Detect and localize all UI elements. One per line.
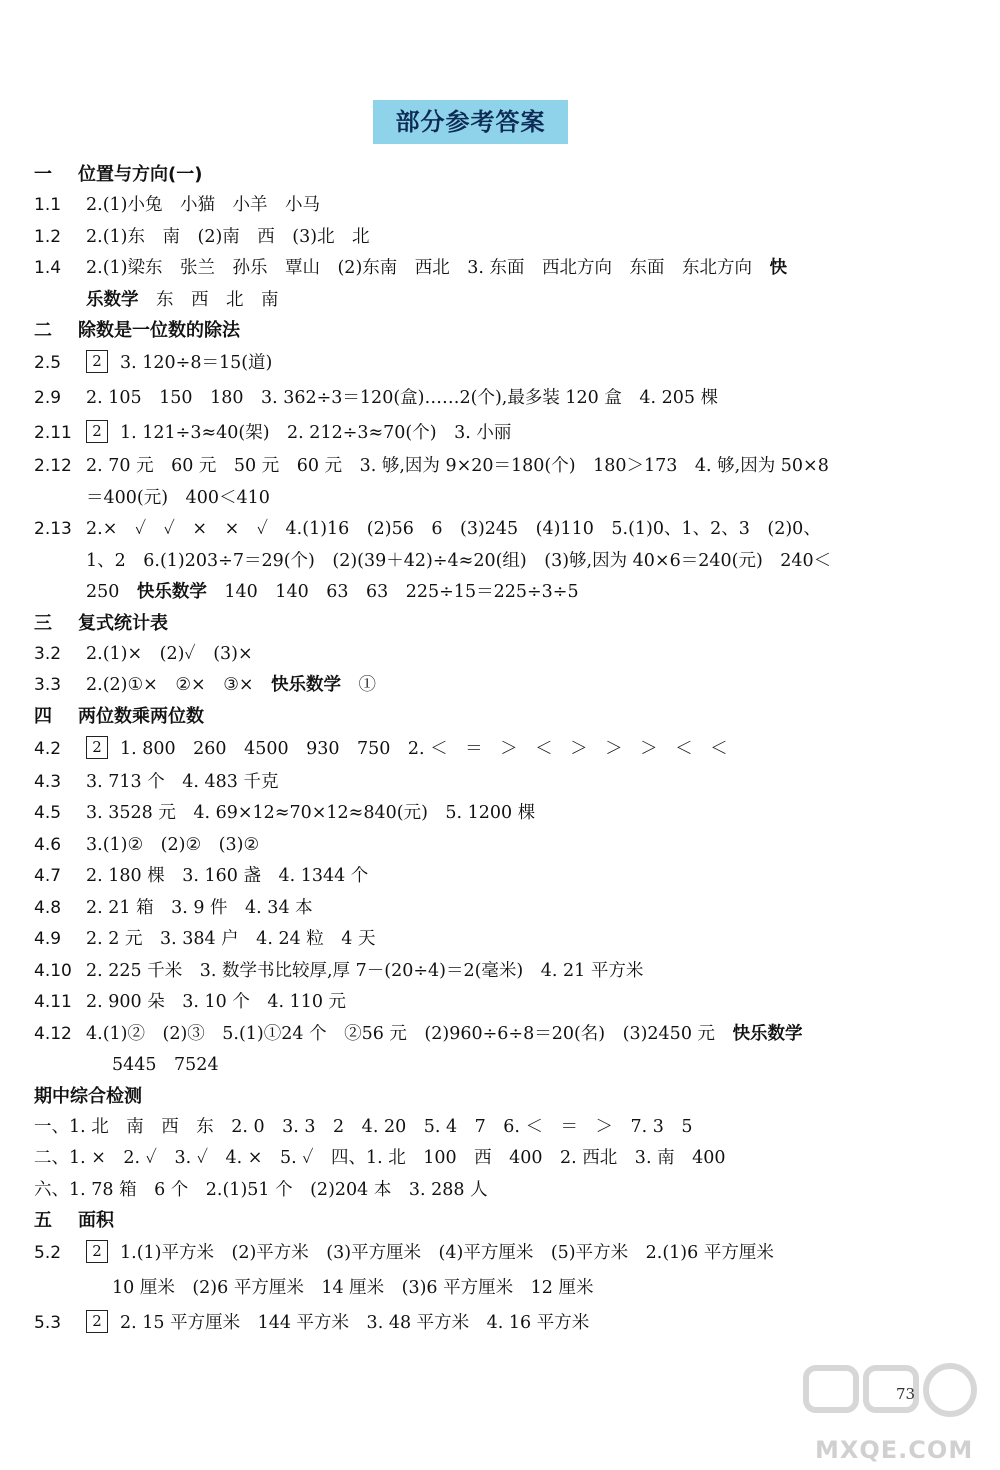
- midterm-line-1: [34, 1112, 924, 1144]
- midterm-line-3: [34, 1175, 924, 1207]
- answer-text: 1. 800 260 4500 930 750 2. ＜ ＝ ＞ ＜ ＞ ＞ ＞ ＜ ＜: [120, 738, 728, 759]
- answer-line-3-2: [34, 639, 924, 671]
- answer-line-2-11: [34, 416, 924, 451]
- answer-line-2-9: [34, 381, 924, 416]
- answer-text: 一、1. 北 南 西 东 2. 0 3. 3 2 4. 20 5. 4 7 6. ＜ ＝ ＞ 7. 3 5: [34, 1116, 693, 1137]
- section-number: 一: [34, 164, 52, 185]
- answer-text: 2.(1)× (2)✓ (3)×: [86, 643, 253, 664]
- section-title: 面积: [78, 1210, 114, 1231]
- answer-text: 1.(1)平方米 (2)平方米 (3)平方厘米 (4)平方厘米 (5)平方米 2.(1)6 平方厘米: [120, 1243, 774, 1263]
- answer-line-1-2: [34, 222, 924, 254]
- boxed-number: 2: [86, 736, 108, 759]
- exercise-number: 4.3: [34, 771, 62, 792]
- answer-text: 2. 2 元 3. 384 户 4. 24 粒 4 天: [86, 929, 376, 949]
- answer-line-4-3: [34, 767, 924, 799]
- answer-text: ①: [358, 675, 377, 695]
- answer-line-2-13-cont: [34, 546, 924, 578]
- exercise-number: 1.4: [34, 258, 62, 278]
- answer-line-4-12: [34, 1019, 924, 1051]
- page-title: 部分参考答案: [373, 100, 568, 144]
- answer-text: 二、1. × 2. ✓ 3. ✓ 4. × 5. ✓ 四、1. 北 100 西 400 2. 西北 3. 南 400: [34, 1148, 726, 1168]
- bonus-label: 乐数学: [86, 289, 139, 310]
- answer-line-5-2: [34, 1236, 924, 1271]
- answer-line-4-2: [34, 732, 924, 767]
- answer-line-4-10: [34, 956, 924, 988]
- section-heading-1: [34, 160, 924, 190]
- answer-line-4-6: [34, 830, 924, 862]
- answer-text: 六、1. 78 箱 6 个 2.(1)51 个 (2)204 本 3. 288 人: [34, 1179, 488, 1200]
- answer-line-2-12: [34, 451, 924, 483]
- answer-text: 3. 3528 元 4. 69×12≈70×12≈840(元) 5. 1200 棵: [86, 803, 536, 823]
- exercise-number: 2.9: [34, 388, 62, 408]
- bonus-label: 快乐数学: [271, 675, 342, 695]
- answer-text: 5445 7524: [112, 1055, 219, 1075]
- answer-text: 2. 225 千米 3. 数学书比较厚,厚 7－(20÷4)＝2(毫米) 4. 21 平方米: [86, 960, 644, 981]
- answer-line-5-3: [34, 1306, 924, 1341]
- midterm-line-2: [34, 1143, 924, 1175]
- answer-text: 2.× ✓ ✓ × × ✓ 4.(1)16 (2)56 6 (3)245 (4)110 5.(1)0、1、2、3 (2)0、: [86, 519, 821, 539]
- answer-line-4-5: [34, 798, 924, 830]
- section-heading-5: [34, 1206, 924, 1236]
- section-number: 三: [34, 612, 52, 634]
- section-title: 除数是一位数的除法: [78, 320, 240, 341]
- exercise-number: 1.1: [34, 195, 62, 215]
- answer-line-2-13-cont2: [34, 577, 924, 609]
- section-title: 两位数乘两位数: [78, 705, 204, 727]
- answer-text: 2. 180 棵 3. 160 盏 4. 1344 个: [86, 866, 369, 886]
- boxed-number: 2: [86, 1310, 108, 1333]
- answer-line-5-2-cont: [34, 1271, 924, 1306]
- exercise-number: 4.10: [34, 960, 72, 981]
- exercise-number: 2.5: [34, 353, 62, 373]
- answer-text: 2.(2)①× ②× ③×: [86, 675, 254, 695]
- exercise-number: 4.7: [34, 866, 62, 886]
- answer-line-3-3: [34, 670, 924, 702]
- exercise-number: 2.11: [34, 423, 72, 443]
- answer-text: 2. 900 朵 3. 10 个 4. 110 元: [86, 992, 347, 1012]
- answer-line-4-7: [34, 861, 924, 893]
- answer-line-1-1: [34, 190, 924, 222]
- answer-text: 2.(1)东 南 (2)南 西 (3)北 北: [86, 226, 370, 247]
- answer-text: 3. 120÷8＝15(道): [120, 353, 273, 373]
- boxed-number: 2: [86, 1240, 108, 1263]
- exercise-number: 3.3: [34, 675, 62, 695]
- section-number: 二: [34, 320, 52, 341]
- answer-text: 2.(1)梁东 张兰 孙乐 覃山 (2)东南 西北 3. 东面 西北方向 东面 东北方向: [86, 258, 753, 278]
- section-number: 五: [34, 1210, 52, 1231]
- exercise-number: 2.13: [34, 519, 72, 539]
- boxed-number: 2: [86, 420, 108, 443]
- exercise-number: 4.8: [34, 897, 62, 918]
- answer-line-1-4-cont: [34, 285, 924, 317]
- answer-text: 10 厘米 (2)6 平方厘米 14 厘米 (3)6 平方厘米 12 厘米: [112, 1278, 594, 1298]
- answer-text: 2. 21 箱 3. 9 件 4. 34 本: [86, 897, 313, 918]
- answer-line-2-13: [34, 514, 924, 546]
- exercise-number: 5.3: [34, 1313, 62, 1333]
- answer-line-2-12-cont: [34, 483, 924, 515]
- answer-text: 140 140 63 63 225÷15＝225÷3÷5: [224, 582, 579, 602]
- exercise-number: 4.12: [34, 1023, 72, 1044]
- section-title: 期中综合检测: [34, 1085, 142, 1107]
- answer-line-4-11: [34, 987, 924, 1019]
- answer-text: 2. 70 元 60 元 50 元 60 元 3. 够,因为 9×20＝180(个) 180＞173 4. 够,因为 50×8: [86, 456, 829, 476]
- bonus-label: 快: [769, 258, 788, 278]
- exercise-number: 1.2: [34, 226, 62, 247]
- section-title: 位置与方向(一): [78, 164, 203, 185]
- watermark-text: MXQE.COM: [815, 1436, 974, 1464]
- exercise-number: 2.12: [34, 456, 72, 476]
- answer-text: 4.(1)② (2)③ 5.(1)①24 个 ②56 元 (2)960÷6÷8＝20(名) (3)2450 元: [86, 1023, 716, 1044]
- section-title: 复式统计表: [78, 612, 168, 634]
- exercise-number: 4.2: [34, 738, 62, 759]
- answer-line-2-5: [34, 346, 924, 381]
- answer-content: [34, 160, 924, 1341]
- bonus-label: 快乐数学: [136, 582, 207, 602]
- boxed-number: 2: [86, 350, 108, 373]
- answer-line-4-9: [34, 924, 924, 956]
- exercise-number: 4.6: [34, 834, 62, 855]
- page-number: 73: [896, 1385, 916, 1403]
- section-heading-3: [34, 609, 924, 639]
- exercise-number: 3.2: [34, 643, 62, 664]
- answer-text: 2. 105 150 180 3. 362÷3＝120(盒)……2(个),最多装 120 盒 4. 205 棵: [86, 388, 719, 408]
- exercise-number: 5.2: [34, 1243, 62, 1263]
- section-heading-4: [34, 702, 924, 732]
- answer-text: 3.(1)② (2)② (3)②: [86, 834, 260, 855]
- answer-text: 2.(1)小兔 小猫 小羊 小马: [86, 195, 320, 215]
- answer-text: 3. 713 个 4. 483 千克: [86, 771, 279, 792]
- section-number: 四: [34, 705, 52, 727]
- section-heading-2: [34, 316, 924, 346]
- answer-text: 1、2 6.(1)203÷7＝29(个) (2)(39＋42)÷4≈20(组) (3)够,因为 40×6＝240(元) 240＜: [86, 550, 832, 571]
- answer-text: 东 西 北 南: [156, 289, 279, 310]
- answer-text: ＝400(元) 400＜410: [86, 487, 270, 508]
- exercise-number: 4.9: [34, 929, 62, 949]
- section-heading-midterm: [34, 1082, 924, 1112]
- answer-line-1-4: [34, 253, 924, 285]
- answer-text: 250: [86, 582, 120, 602]
- answer-line-4-12-cont: [34, 1050, 924, 1082]
- answer-text: 2. 15 平方厘米 144 平方米 3. 48 平方米 4. 16 平方米: [120, 1313, 590, 1333]
- exercise-number: 4.5: [34, 803, 62, 823]
- bonus-label: 快乐数学: [732, 1023, 803, 1044]
- answer-text: 1. 121÷3≈40(架) 2. 212÷3≈70(个) 3. 小丽: [120, 423, 512, 443]
- exercise-number: 4.11: [34, 992, 72, 1012]
- answer-line-4-8: [34, 893, 924, 925]
